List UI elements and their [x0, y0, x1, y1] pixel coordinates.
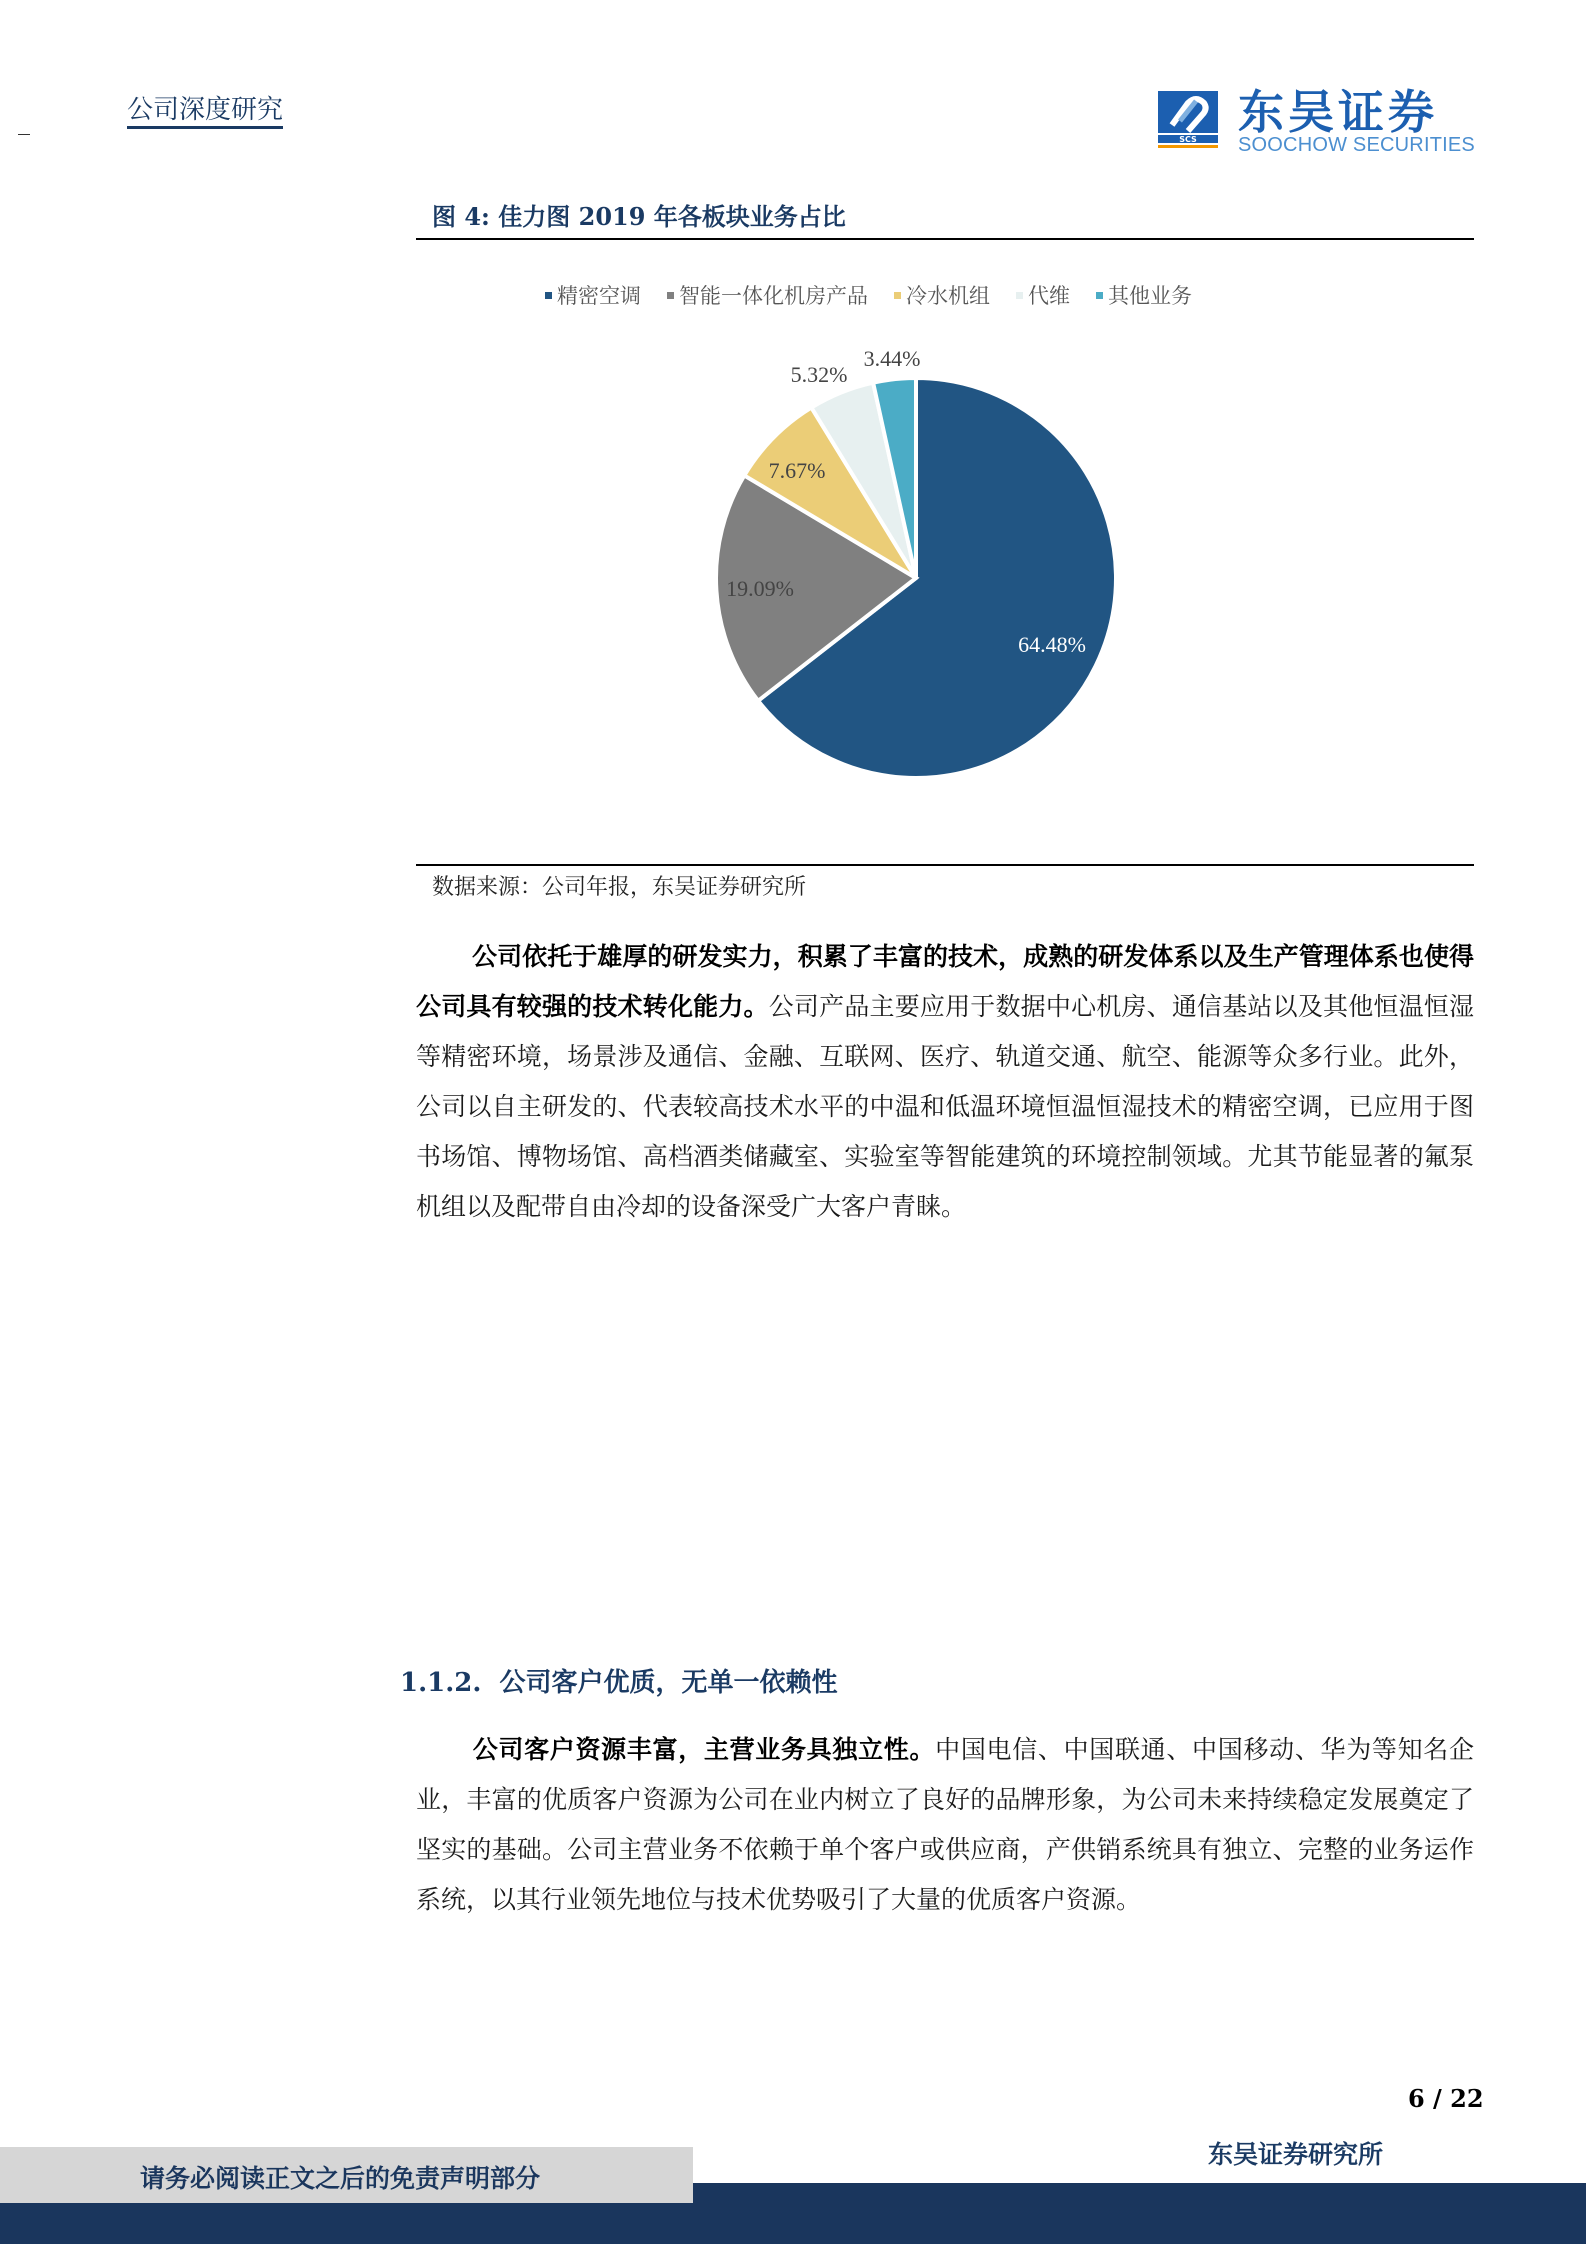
body-paragraph: [416, 1725, 1474, 1925]
footer-org-name: 东吴证券研究所: [1208, 2140, 1384, 2169]
paragraph-lead: 公司客户资源丰富，主营业务具独立性。: [472, 1735, 936, 1764]
page-number: 6 / 22: [1408, 2084, 1484, 2113]
paragraph-lead: 公司依托于雄厚的研发实力，积累了丰富的技术，成熟的研发体系以及生产管理体系也使得公司具有较强的技术转化能力。: [416, 942, 1474, 1021]
report-type-label: 公司深度研究: [127, 95, 283, 129]
svg-text:SCS: SCS: [1179, 135, 1197, 144]
disclaimer-notice: 请务必阅读正文之后的免责声明部分: [140, 2164, 541, 2193]
figure-bottom-rule: [416, 864, 1474, 866]
legend-item: 智能一体化机房产品: [667, 280, 868, 310]
slice-label: 7.67%: [768, 458, 826, 483]
figure-source: 数据来源：公司年报，东吴证券研究所: [432, 875, 807, 900]
legend-item: 其他业务: [1096, 280, 1192, 310]
section-heading: 1.1.2. 公司客户优质，无单一依赖性: [400, 1668, 838, 1698]
slice-label: 19.09%: [726, 576, 794, 601]
pie-chart: [0, 0, 1586, 820]
slice-label: 64.48%: [1018, 632, 1086, 657]
legend-item: 精密空调: [545, 280, 641, 310]
legend-item: 冷水机组: [894, 280, 990, 310]
slice-label: 5.32%: [790, 362, 848, 387]
paragraph-text: 中国电信、中国联通、中国移动、华为等知名企业，丰富的优质客户资源为公司在业内树立了良好的品牌形象，为公司未来持续稳定发展奠定了坚实的基础。公司主营业务不依赖于单个客户或供应商，产供销系统具有独立、完整的业务运作系统，以其行业领先地位与技术优势吸引了大量的优质客户资源。: [416, 1735, 1474, 1914]
paragraph-text: 公司产品主要应用于数据中心机房、通信基站以及其他恒温恒湿等精密环境，场景涉及通信、金融、互联网、医疗、轨道交通、航空、能源等众多行业。此外，公司以自主研发的、代表较高技术水平的中温和低温环境恒温恒湿技术的精密空调，已应用于图书场馆、博物场馆、高档酒类储藏室、实验室等智能建筑的环境控制领域。尤其节能显著的氟泵机组以及配带自由冷却的设备深受广大客户青睐。: [416, 992, 1474, 1221]
legend-item: 代维: [1016, 280, 1070, 310]
logo-chinese-name: 东吴证券: [1238, 85, 1438, 139]
slice-label: 3.44%: [863, 346, 921, 371]
figure-title: 图 4: 佳力图 2019 年各板块业务占比: [432, 202, 846, 231]
body-paragraph: [416, 932, 1474, 1232]
logo-english-name: SOOCHOW SECURITIES: [1238, 134, 1475, 156]
